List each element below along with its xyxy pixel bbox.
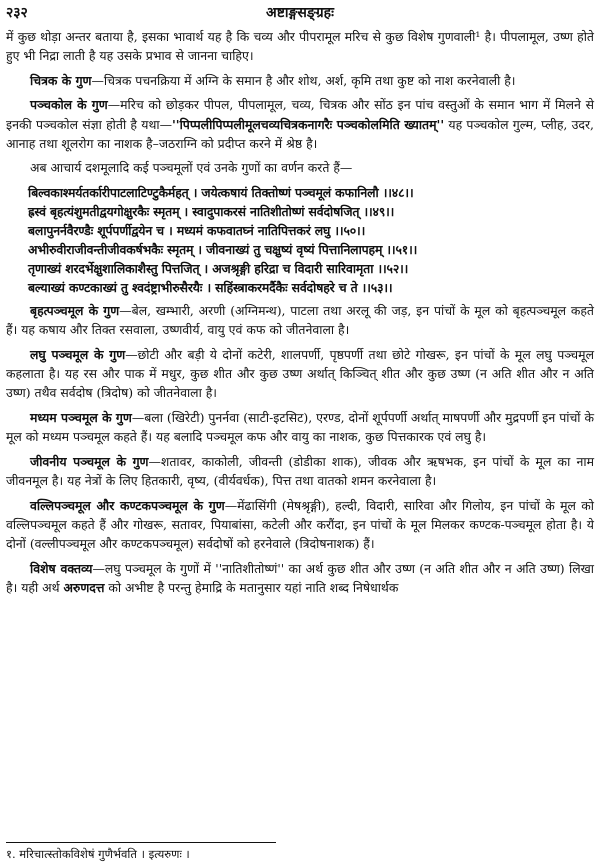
vishesh-emphasis: अरुणदत्त: [63, 580, 105, 596]
verse-49: ह्रस्वं बृहत्यंशुमतीद्वयगोक्षुरकैः स्मृतम् । स्वादुपाकरसं नातिशीतोष्णं सर्वदोषजित् ।।४९।।: [28, 203, 395, 219]
verse-53: बल्याख्यं कण्टकाख्यं तु श्वदंष्ट्राभीरुसैरयैः । सहिंस्त्राकरमर्दैकैः सर्वदोषहरे च ते ।।५३।।: [28, 279, 393, 295]
laghu-paragraph: [6, 345, 594, 403]
brihat-paragraph: [6, 301, 594, 340]
panchkol-text-2: यह पञ्चकोल गुल्म, प्लीह, उदर, आनाह तथा शूलरोग का नाशक है–जठराग्नि को प्रदीप्त करने में श्रेष्ठ है।: [6, 116, 595, 152]
chitrak-term: चित्रक के गुण: [30, 72, 92, 88]
intro-paragraph: में कुछ थोड़ा अन्तर बताया है, इसका भावार्थ यह है कि चव्य और पीपरामूल मरिच से कुछ विशेष गुणवाली¹ है। पीपलामूल, उष्ण होते हुए भी निद्रा लाती है यह उसके प्रभाव से जानना चाहिए।: [6, 29, 594, 64]
footnote: १. मरिचात्स्तोकविशेषं गुणैर्भवति । इत्यरुणः ।: [6, 847, 190, 861]
laghu-text: —छोटी और बड़ी ये दोनों कटेरी, शालपर्णी, पृष्ठपर्णी तथा छोटे गोखरू, इन पांचों के मूल लघु पञ्चमूल कहलाता है। यह रस और पाक में मधुर, कुछ शीत और कुछ उष्ण अर्थात् किञ्चित् शीत और कुछ उष्ण (न अति शीत और न अति उष्ण) तथैव सर्वदोष (त्रिदोष) को जीतनेवाला है।: [6, 346, 594, 401]
verse-51: अभीरुवीराजीवन्तीजीवकर्षभकैः स्मृतम् । जीवनाख्यं तु चक्षुष्यं वृष्यं पित्तानिलापहम् ।।५१।।: [28, 241, 418, 257]
verse-block: [6, 183, 594, 297]
madhyam-term: मध्यम पञ्चमूल के गुण: [30, 409, 132, 425]
chitrak-paragraph: [6, 71, 594, 90]
jivaniya-paragraph: [6, 452, 594, 491]
valli-paragraph: [6, 496, 594, 554]
dashmool-intro: अब आचार्य दशमूलादि कई पञ्चमूलों एवं उनके गुणों का वर्णन करते हैं—: [30, 160, 353, 176]
valli-term: वल्लिपञ्चमूल और कण्टकपञ्चमूल के गुण: [30, 497, 225, 513]
valli-text: —मेंढासिंगी (मेषश्रृङ्गी), हल्दी, विदारी, सारिवा और गिलोय, इन पांचों के मूल को वल्लिपञ्चमूल कहते हैं और गोखरू, सतावर, पियाबांसा, कटेली और करौंदा, इन पांचों के मूल मिलकर कण्टक-पञ्चमूल होता है। ये दोनों (वल्लीपञ्चमूल और कण्टकपञ्चमूल) सर्वदोषों को हरनेवाले (त्रिदोषनाशक) हैं।: [6, 497, 594, 552]
madhyam-text: —बला (खिरेटी) पुनर्नवा (साटी-इटसिट), एरण्ड, दोनों शूर्पपर्णी अर्थात् माषपर्णी और मुद्रपर्णी इन पांचों के मूल को मध्यम पञ्चमूल कहते हैं। यह बलादि पञ्चमूल कफ और वायु का नाशक, कुछ पित्तकारक एवं लघु है।: [6, 409, 594, 445]
running-title: अष्टाङ्गसङ्ग्रहः: [266, 5, 334, 21]
madhyam-paragraph: [6, 408, 594, 447]
panchkol-term: पञ्चकोल के गुण: [30, 97, 108, 113]
jivaniya-text: —शतावर, काकोली, जीवन्ती (डोडीका शाक), जीवक और ऋषभक, इन पांचों के मूल का नाम जीवनमूल है। यह नेत्रों के लिए हितकारी, वृष्य, (वीर्यवर्धक), पित्त तथा वातको शमन करनेवाला है।: [6, 453, 594, 489]
jivaniya-term: जीवनीय पञ्चमूल के गुण: [30, 453, 149, 469]
panchkol-text-1: —मरिच को छोड़कर पीपल, पीपलामूल, चव्य, चित्रक और सोंठ इन पांच वस्तुओं के समान भाग में मिलने से इनकी पञ्चकोल संज्ञा होती है यथा—: [6, 97, 594, 132]
panchkol-quote: ''पिप्पलीपिप्पलीमूलचव्यचित्रकनागरैः पञ्चकोलमिति ख्यातम्'': [171, 116, 445, 132]
brihat-term: बृहत्पञ्चमूल के गुण: [30, 302, 120, 318]
brihat-text: —बेल, खम्भारी, अरणी (अग्निमन्थ), पाटला तथा अरलू की जड़, इन पांचों के मूल को बृहत्पञ्चमूल कहते हैं। यह कषाय और तिक्त रसवाला, उष्णवीर्य, वायु एवं कफ को जीतनेवाला है।: [6, 302, 594, 338]
vishesh-text-1: —लघु पञ्चमूल के गुणों में ''नातिशीतोष्णं'' का अर्थ कुछ शीत और उष्ण (न अति शीत और न अति उष्ण) लिखा है। यही अर्थ: [6, 560, 594, 596]
vishesh-paragraph: [6, 559, 594, 598]
vishesh-text-2: को अभीष्ट है परन्तु हेमाद्रि के मतानुसार यहां नाति शब्द निषेधार्थक: [104, 580, 399, 596]
verse-50: बलापुनर्नवैरण्डैः शूर्पपर्णीद्वयेन च । मध्यमं कफवातघ्नं नातिपित्तकरं लघु ।।५०।।: [28, 222, 366, 238]
panchkol-paragraph: [6, 95, 594, 153]
footnote-rule: [6, 842, 276, 843]
laghu-term: लघु पञ्चमूल के गुण: [30, 346, 126, 362]
verse-52: तृणाख्यं शरदर्भेक्षुशालिकाशैस्तु पित्तजित् । अजश्रृङ्गी हरिद्रा च विदारी सारिवामृता ।।५२।।: [28, 260, 409, 276]
chitrak-text: —चित्रक पचनक्रिया में अग्नि के समान है और शोथ, अर्श, कृमि तथा कुष्ट को नाश करनेवाली है।: [91, 72, 516, 88]
page-number: २३२: [6, 5, 28, 21]
vishesh-term: विशेष वक्तव्य: [30, 560, 93, 576]
verse-48: बिल्वकाश्मर्यतर्कारीपाटलाटिण्टुकैर्महत् । जयेत्कषायं तिक्तोष्णं पञ्चमूलं कफानिलौ ।।४८।।: [28, 184, 414, 200]
